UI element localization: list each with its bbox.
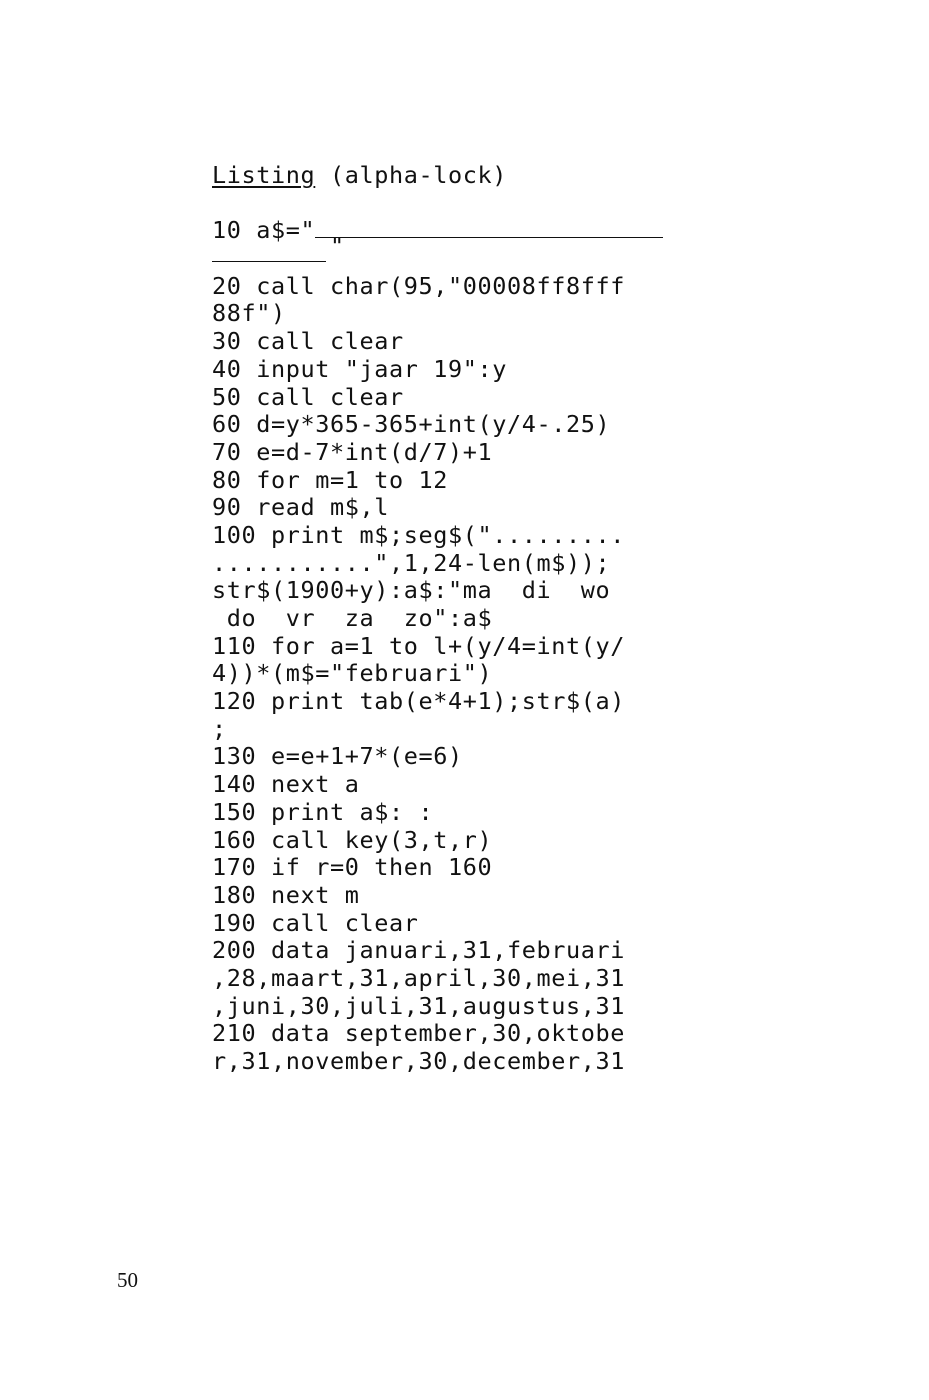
code-line: 180 next m — [212, 880, 360, 909]
code-line: 30 call clear — [212, 327, 404, 356]
code-line: r,31,november,30,december,31 — [212, 1047, 625, 1075]
code-line: 80 for m=1 to 12 — [212, 465, 448, 494]
code-line: ,28,maart,31,april,30,mei,31 — [212, 963, 625, 992]
code-line: ...........",1,24-len(m$)); — [212, 548, 611, 577]
code-line: 4))*(m$="februari") — [212, 659, 493, 688]
code-line-10-text: 10 a$=" — [212, 216, 316, 245]
closing-quote: " — [330, 232, 345, 261]
listing-heading — [212, 162, 692, 190]
code-line: 40 input "jaar 19":y — [212, 354, 507, 383]
code-line-10 — [212, 217, 692, 245]
code-line: 190 call clear — [212, 908, 419, 937]
code-line: 120 print tab(e*4+1);str$(a) — [212, 687, 625, 716]
code-line: ,juni,30,juli,31,augustus,31 — [212, 991, 625, 1020]
code-line: 50 call clear — [212, 382, 404, 411]
code-line: 210 data september,30,oktobe — [212, 1019, 625, 1048]
code-line: 60 d=y*365-365+int(y/4-.25) — [212, 410, 611, 439]
program-listing — [212, 162, 692, 1076]
code-line: 160 call key(3,t,r) — [212, 825, 493, 854]
code-line: ; — [212, 714, 227, 743]
code-line: 150 print a$: : — [212, 797, 434, 826]
listing-heading-note: (alpha-lock) — [315, 161, 507, 189]
code-line: 90 read m$,l — [212, 493, 389, 522]
code-line: 170 if r=0 then 160 — [212, 853, 493, 882]
code-line: str$(1900+y):a$:"ma di wo — [212, 576, 611, 605]
code-line: do vr za zo":a$ — [212, 604, 493, 632]
listing-heading-word: Listing — [212, 161, 316, 189]
underscore-rule — [315, 221, 663, 238]
page-number: 50 — [117, 1268, 138, 1292]
code-line: 200 data januari,31,februari — [212, 936, 625, 965]
code-line: 20 call char(95,"00008ff8fff — [212, 271, 625, 300]
underscore-rule — [212, 245, 326, 262]
blank-line — [212, 190, 692, 218]
code-line-10-continuation — [212, 232, 692, 273]
code-line: 110 for a=1 to l+(y/4=int(y/ — [212, 631, 625, 660]
code-line: 140 next a — [212, 770, 360, 799]
code-line: 70 e=d-7*int(d/7)+1 — [212, 437, 493, 466]
code-lines — [212, 273, 692, 1076]
code-line: 130 e=e+1+7*(e=6) — [212, 742, 463, 771]
code-line: 88f") — [212, 299, 286, 328]
code-line: 100 print m$;seg$("......... — [212, 520, 625, 549]
